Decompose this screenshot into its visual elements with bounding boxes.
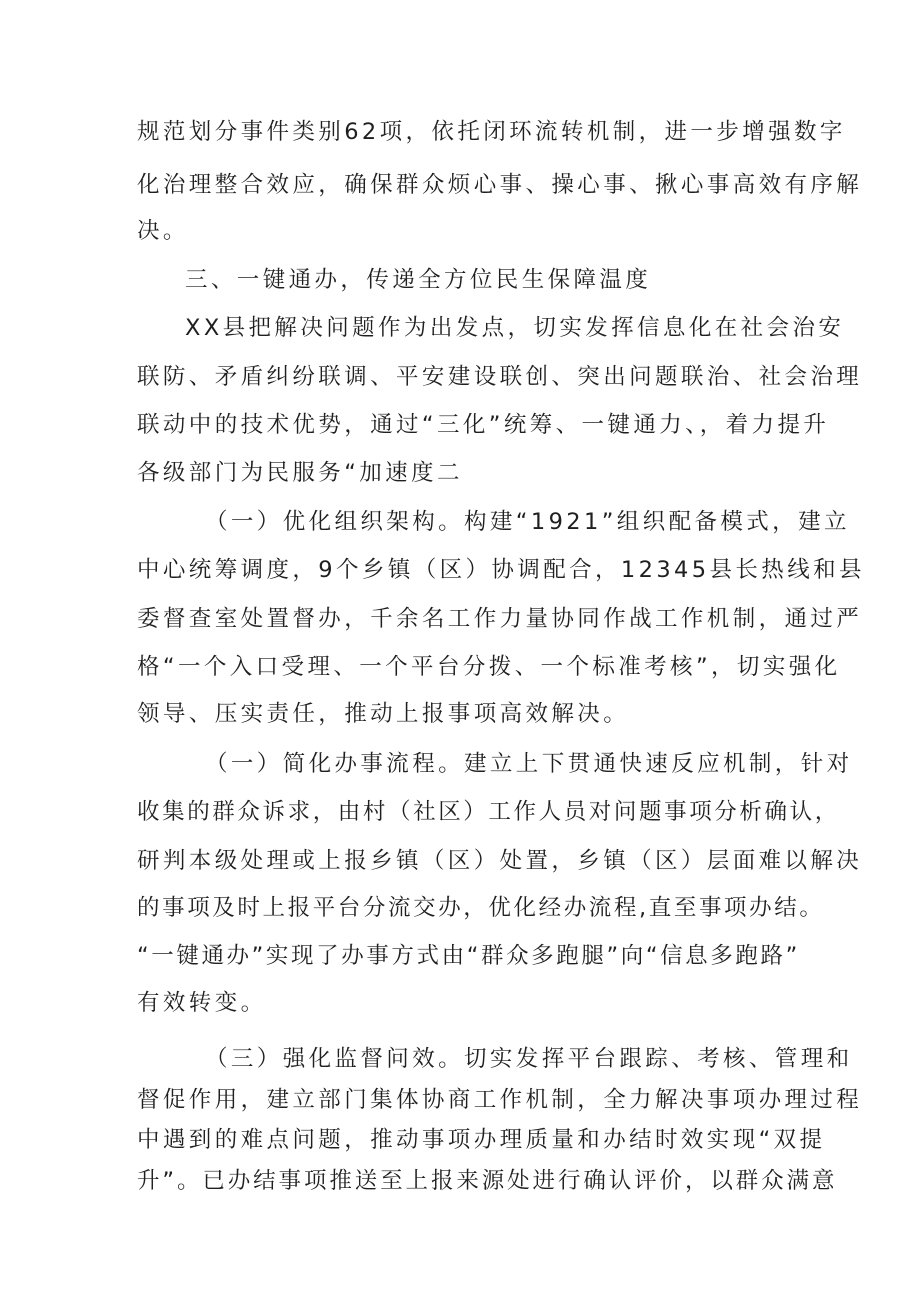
- text-line-6: 联防、矛盾纠纷联调、平安建设联创、突出问题联治、社会治理: [137, 364, 863, 390]
- text-line-7: 联动中的技术优势，通过“三化”统筹、一键通力、，着力提升: [137, 412, 830, 438]
- text-line-14: （一）简化办事流程。建立上下贯通快速反应机制，针对: [205, 751, 853, 777]
- text-line-2: 化治理整合效应，确保群众烦心事、操心事、揪心事高效有序解: [137, 172, 863, 198]
- text-line-15: 收集的群众诉求，由村（社区）工作人员对问题事项分析确认，: [137, 799, 840, 825]
- text-line-17: 的事项及时上报平台分流交办，优化经办流程,直至事项办结。: [137, 895, 825, 921]
- text-line-13: 领导、压实责任，推动上报事项高效解决。: [137, 701, 630, 727]
- text-line-23: 升”。已办结事项推送至上报来源处进行确认评价，以群众满意: [137, 1168, 838, 1194]
- text-line-1: 规范划分事件类别62项，依托闭环流转机制，进一步增强数字: [137, 119, 846, 145]
- text-line-18: “一键通办”实现了办事方式由“群众多跑腿”向“信息多跑路”: [137, 943, 800, 969]
- text-line-19: 有效转变。: [137, 990, 267, 1016]
- text-line-11: 委督查室处置督办，千余名工作力量协同作战工作机制，通过严: [137, 606, 863, 632]
- text-line-3: 决。: [137, 218, 189, 244]
- text-line-16: 研判本级处理或上报乡镇（区）处置，乡镇（区）层面难以解决: [137, 848, 863, 874]
- text-line-9: （一）优化组织架构。构建“1921”组织配备模式，建立: [205, 509, 850, 535]
- text-line-10: 中心统筹调度，9个乡镇（区）协调配合，12345县长热线和县: [137, 557, 865, 583]
- section-heading: 三、一键通办，传递全方位民生保障温度: [185, 267, 652, 293]
- text-line-5: XX县把解决问题作为出发点，切实发挥信息化在社会治安: [185, 315, 845, 341]
- text-line-22: 中遇到的难点问题，推动事项办理质量和办结时效实现“双提: [137, 1127, 826, 1153]
- text-line-20: （三）强化监督问效。切实发挥平台跟踪、考核、管理和: [205, 1046, 853, 1072]
- text-line-8: 各级部门为民服务“加速度二: [137, 460, 463, 486]
- text-line-21: 督促作用，建立部门集体协商工作机制，全力解决事项办理过程: [137, 1087, 863, 1113]
- text-line-12: 格“一个入口受理、一个平台分拨、一个标准考核”，切实强化: [137, 654, 841, 680]
